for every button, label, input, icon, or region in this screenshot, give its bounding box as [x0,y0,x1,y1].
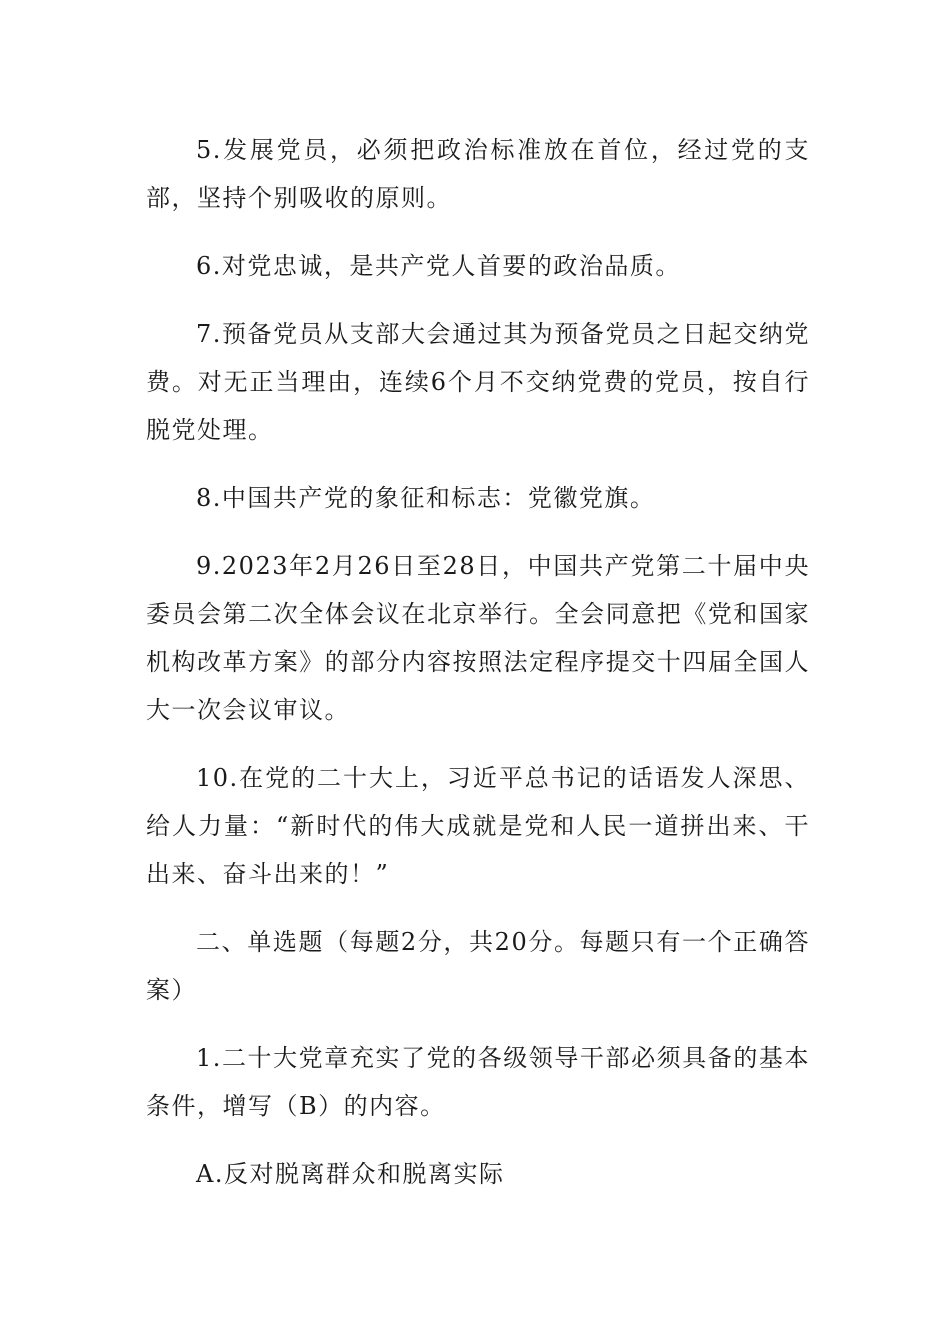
document-body [146,126,810,1218]
section-heading-single-choice: 二、单选题（每题2分，共20分。每题只有一个正确答案） [146,928,810,1004]
paragraph-item-9: 9.2023年2月26日至28日，中国共产党第二十届中央委员会第二次全体会议在北京举行。全会同意把《党和国家机构改革方案》的部分内容按照法定程序提交十四届全国人大一次会议审议。 [146,552,810,724]
question-1: 1.二十大党章充实了党的各级领导干部必须具备的基本条件，增写（B）的内容。 [146,1044,810,1120]
paragraph-item-10: 10.在党的二十大上，习近平总书记的话语发人深思、给人力量：“新时代的伟大成就是党和人民一道拼出来、干出来、奋斗出来的！” [146,764,810,888]
option-a: A.反对脱离群众和脱离实际 [196,1160,505,1188]
paragraph-item-6: 6.对党忠诚，是共产党人首要的政治品质。 [196,252,681,280]
paragraph-item-5: 5.发展党员，必须把政治标准放在首位，经过党的支部，坚持个别吸收的原则。 [146,136,810,212]
paragraph-item-8: 8.中国共产党的象征和标志：党徽党旗。 [196,484,656,512]
paragraph-item-7: 7.预备党员从支部大会通过其为预备党员之日起交纳党费。对无正当理由，连续6个月不交纳党费的党员，按自行脱党处理。 [146,320,810,444]
